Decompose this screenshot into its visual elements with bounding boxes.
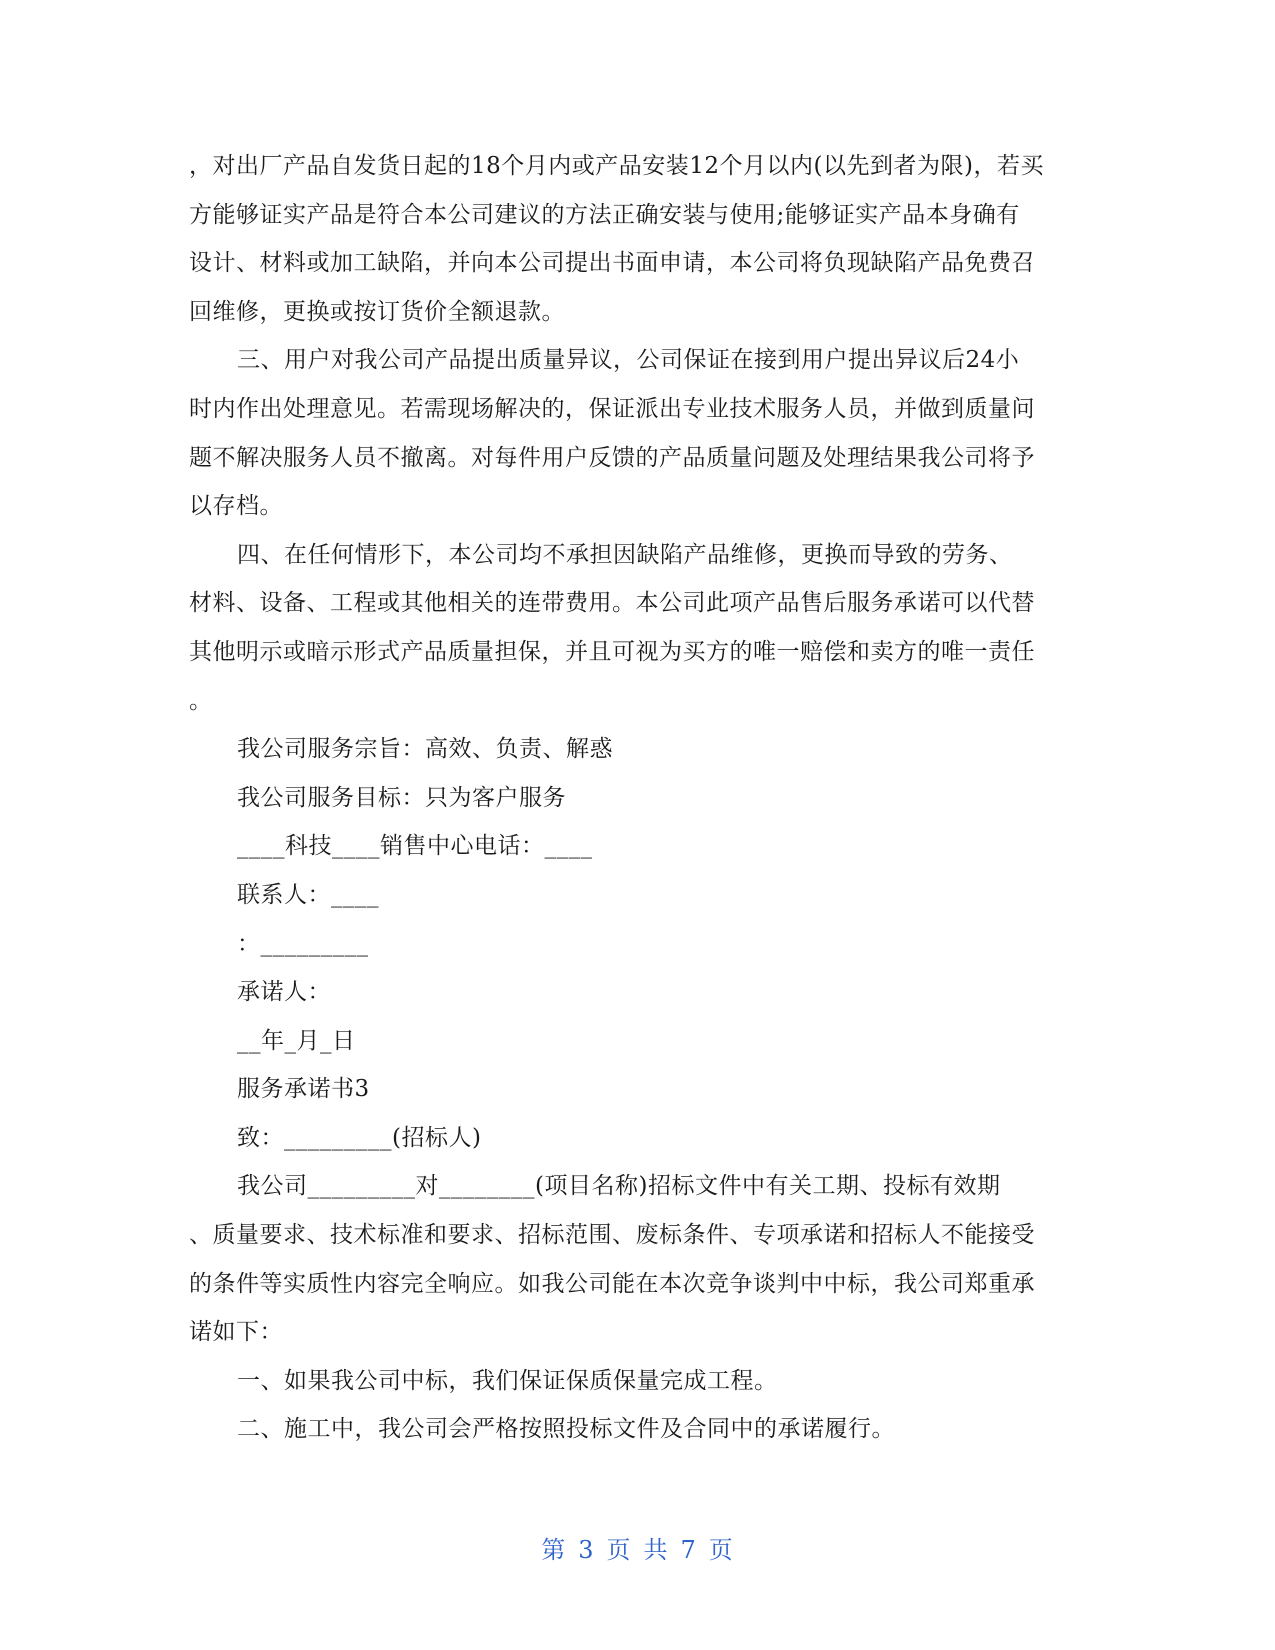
service-info-block — [189, 725, 1089, 1162]
text-line: 诺如下： — [189, 1319, 283, 1346]
text-line: 以存档。 — [189, 493, 283, 520]
paragraph-quality-objection — [189, 336, 1089, 530]
text-line: 设计、材料或加工缺陷，并向本公司提出书面申请，本公司将负现缺陷产品免费召 — [189, 250, 1035, 277]
text-line: 四、在任何情形下，本公司均不承担因缺陷产品维修，更换而导致的劳务、 — [237, 541, 1013, 568]
footer-page-number: 3 — [578, 1536, 595, 1564]
text-line: 我公司_________对________(项目名称)招标文件中有关工期、投标有效期 — [237, 1173, 1001, 1200]
promisor: 承诺人： — [237, 979, 331, 1006]
commitment-item: 一、如果我公司中标，我们保证保质保量完成工程。 — [237, 1367, 778, 1394]
sales-phone: ____科技____销售中心电话：____ — [237, 833, 593, 860]
paragraph-bid-response — [189, 1162, 1089, 1356]
paragraph-warranty — [189, 142, 1089, 336]
text-line: 三、用户对我公司产品提出质量异议，公司保证在接到用户提出异议后24小 — [237, 347, 1020, 374]
blank-field: ：_________ — [237, 930, 369, 957]
commitment-list — [189, 1357, 1089, 1454]
footer-total-word: 共 — [643, 1536, 669, 1564]
text-line: 材料、设备、工程或其他相关的连带费用。本公司此项产品售后服务承诺可以代替 — [189, 590, 1035, 617]
text-line: 回维修，更换或按订货价全额退款。 — [189, 298, 565, 325]
contact-person: 联系人：____ — [237, 881, 379, 908]
text-line: ，对出厂产品自发货日起的18个月内或产品安装12个月以内(以先到者为限)，若买 — [189, 153, 1044, 179]
service-goal: 我公司服务目标：只为客户服务 — [237, 784, 566, 811]
commitment-item: 二、施工中，我公司会严格按照投标文件及合同中的承诺履行。 — [237, 1416, 895, 1443]
footer-suffix: 页 — [708, 1536, 734, 1564]
service-tenet: 我公司服务宗旨：高效、负责、解惑 — [237, 736, 613, 763]
date-line: __年_月_日 — [237, 1027, 356, 1054]
text-line: 时内作出处理意见。若需现场解决的，保证派出专业技术服务人员，并做到质量问 — [189, 395, 1035, 422]
text-line: 、质量要求、技术标准和要求、招标范围、废标条件、专项承诺和招标人不能接受 — [189, 1222, 1035, 1249]
section-heading: 服务承诺书3 — [237, 1076, 370, 1103]
text-line: 方能够证实产品是符合本公司建议的方法正确安装与使用;能够证实产品本身确有 — [189, 201, 1020, 228]
text-line: 题不解决服务人员不撤离。对每件用户反馈的产品质量问题及处理结果我公司将予 — [189, 444, 1035, 471]
document-body — [189, 142, 1089, 1454]
text-line: 。 — [189, 687, 213, 714]
footer-total-pages: 7 — [680, 1536, 697, 1564]
text-line: 的条件等实质性内容完全响应。如我公司能在本次竞争谈判中中标，我公司郑重承 — [189, 1270, 1035, 1297]
addressee: 致：_________(招标人) — [237, 1124, 482, 1151]
page-footer — [0, 1530, 1275, 1565]
paragraph-liability — [189, 531, 1089, 725]
footer-prefix: 第 — [541, 1536, 567, 1564]
footer-page-word: 页 — [606, 1536, 632, 1564]
text-line: 其他明示或暗示形式产品质量担保，并且可视为买方的唯一赔偿和卖方的唯一责任 — [189, 638, 1035, 665]
